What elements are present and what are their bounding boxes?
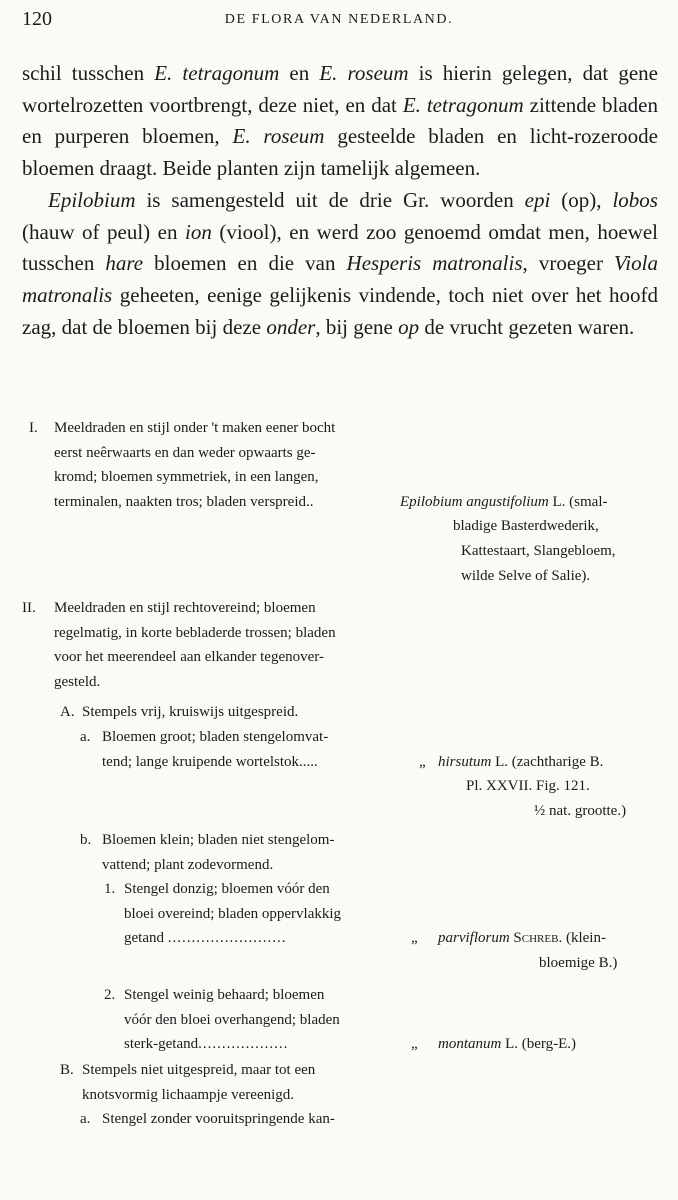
key-line: Stempels vrij, kruiswijs uitgespreid.	[82, 704, 299, 720]
key-line: Meeldraden en stijl rechtovereind; bloemen	[54, 600, 316, 616]
key-line: sterk-getand...................	[124, 1036, 289, 1053]
key-line: Meeldraden en stijl onder 't maken eener bocht	[54, 420, 336, 436]
key-line: kromd; bloemen symmetriek, in een langen,	[54, 469, 319, 486]
key-line: Stengel weinig behaard; bloemen	[124, 987, 325, 1003]
key-species-entry: hirsutum L. (zachtharige B.	[438, 753, 604, 770]
key-line: voor het meerendeel aan elkander tegenover-	[54, 649, 324, 666]
paragraph-2: Epilobium is samengesteld uit de drie Gr. woorden epi (op), lobos (hauw of peul) en ion (viool), en werd zoo genoemd omdat men, hoewel tusschen hare bloemen en die van Hesperis matronalis, vroeger Viola matronalis geheeten, eenige gelijkenis vindende, toch niet over het hoofd zag, dat de bloemen bij deze onder, bij gene op de vrucht gezeten waren.	[22, 187, 658, 339]
key-line: Bloemen klein; bladen niet stengelom-	[102, 832, 335, 848]
key-mark-II: II.	[22, 600, 36, 616]
key-mark-Ab1: 1.	[104, 881, 116, 898]
key-common-name: bloemige B.)	[539, 955, 618, 971]
key-species-entry: parviflorum Schreb. (klein-	[438, 930, 606, 947]
key-species-entry: montanum L. (berg-E.)	[438, 1036, 577, 1053]
key-line: Stengel donzig; bloemen vóór den	[124, 881, 330, 898]
key-common-name: Kattestaart, Slangebloem,	[461, 543, 616, 559]
key-line: Stengel zonder vooruitspringende kan-	[102, 1111, 335, 1128]
key-line: terminalen, naakten tros; bladen verspreid..	[54, 493, 314, 510]
key-line: Stempels niet uitgespreid, maar tot een	[82, 1062, 316, 1078]
scale-note: ½ nat. grootte.)	[534, 802, 627, 819]
paragraph-1: schil tusschen E. tetragonum en E. roseum is hierin gelegen, dat gene wortelrozetten voortbrengt, deze niet, en dat E. tetragonum zittende bladen en purperen bloemen, E. roseum gesteelde bladen en licht-rozeroode bloemen draagt. Beide planten zijn tamelijk algemeen.	[22, 61, 659, 181]
page-header	[22, 8, 656, 32]
body-text	[22, 58, 658, 343]
page-number: 120	[22, 8, 52, 30]
ditto-mark: „	[411, 1036, 418, 1053]
key-mark-Aa: a.	[80, 729, 91, 745]
key-line: gesteld.	[54, 673, 101, 690]
key-mark-I: I.	[29, 420, 38, 436]
ditto-mark: „	[411, 930, 418, 947]
key-common-name: bladige Basterdwederik,	[453, 518, 599, 535]
key-line: Bloemen groot; bladen stengelomvat-	[102, 729, 329, 745]
key-mark-Ab2: 2.	[104, 987, 116, 1003]
key-mark-Ab: b.	[80, 832, 92, 848]
key-mark-B: B.	[60, 1062, 74, 1078]
key-line: regelmatig, in korte bebladerde trossen; bladen	[54, 624, 336, 641]
key-common-name: wilde Selve of Salie).	[461, 567, 591, 584]
key-line: knotsvormig lichaampje vereenigd.	[82, 1086, 295, 1103]
key-line: eerst neêrwaarts en dan weder opwaarts ge-	[54, 444, 316, 461]
running-head: DE FLORA VAN NEDERLAND.	[224, 12, 454, 27]
key-line: vattend; plant zodevormend.	[102, 856, 274, 873]
key-mark-Ba: a.	[80, 1111, 91, 1128]
ditto-mark: „	[419, 753, 426, 770]
key-line: getand .........................	[124, 930, 287, 947]
key-mark-A: A.	[60, 704, 75, 720]
plate-reference: Pl. XXVII. Fig. 121.	[466, 778, 590, 795]
key-line: vóór den bloei overhangend; bladen	[124, 1011, 340, 1028]
key-species-entry: Epilobium angustifolium L. (smal-	[400, 493, 608, 510]
key-line: tend; lange kruipende wortelstok.....	[102, 753, 318, 770]
key-line: bloei overeind; bladen oppervlakkig	[124, 905, 342, 922]
